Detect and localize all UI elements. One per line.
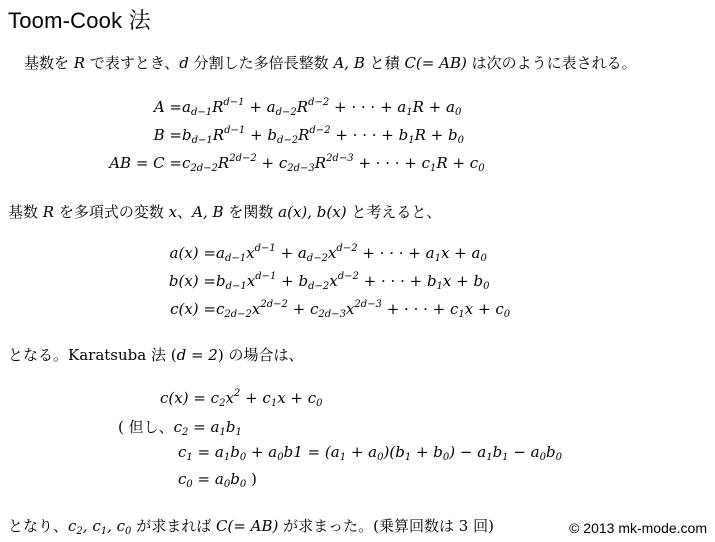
eq2-rhs-b: $b_{d-1}x^{d-1} + b_{d-2}x^{d-2}$ + · · · + $b_1x + b_0$ <box>216 271 490 292</box>
eq1-lhs-B: B = <box>153 126 182 144</box>
karatsuba-c1: $c_1 = a_1b_0 + a_0b1 = (a_1 + a_0)(b_1 + b_0) - a_1b_1 - a_0b_0$ <box>178 443 562 463</box>
intro-text-4: と積 <box>369 54 400 72</box>
eq2-lhs-c: c(x) = <box>170 300 216 318</box>
concl-expr-C: C(= AB) <box>216 517 279 535</box>
p3-text-2: ) の場合は、 <box>217 346 304 364</box>
p2-text-3: 、 <box>177 203 193 221</box>
eq1-lhs-A: A = <box>153 98 182 116</box>
karatsuba-c0-line <box>178 470 257 488</box>
paren-open: ( 但し、 <box>118 418 174 436</box>
concl-vars: $c_2$, $c_1$, $c_0$ <box>68 517 132 537</box>
eq2-rhs-c: $c_{2d-2}x^{2d-2} + c_{2d-3}x^{2d-3}$ + · · · + $c_1x + c_0$ <box>216 299 511 320</box>
eq2-lhs-b: b(x) = <box>168 272 216 290</box>
intro-vars-AB: A, B <box>333 54 365 72</box>
p2-text-1: 基数 <box>8 203 39 221</box>
p2-text-2: を多項式の変数 <box>58 203 164 221</box>
eq2-lhs-a: a(x) = <box>169 244 216 262</box>
p2-text-5: と考えると、 <box>351 203 442 221</box>
paren-close: ) <box>246 470 257 488</box>
eq2-rhs-a: $a_{d-1}x^{d-1} + a_{d-2}x^{d-2}$ + · · · + $a_1x + a_0$ <box>216 243 487 264</box>
karatsuba-c2: $c_2 = a_1b_1$ <box>173 418 242 438</box>
page-title: Toom-Cook 法 <box>8 8 151 33</box>
paragraph-2 <box>8 201 441 222</box>
concl-text-3: が求まった。(乗算回数は 3 回) <box>283 517 494 535</box>
eq1-lhs-C: AB = C = <box>109 154 182 172</box>
intro-text-5: は次のように表される。 <box>471 54 637 72</box>
p2-text-4: を関数 <box>228 203 274 221</box>
p2-var-x: x <box>168 203 178 221</box>
p3-condition: d = 2 <box>176 346 218 364</box>
intro-text-1: 基数を <box>24 54 70 72</box>
p2-vars-AB: A, B <box>192 203 224 221</box>
eq1-rhs-B: $b_{d-1}R^{d-1} + b_{d-2}R^{d-2}$ + · · · + $b_1R + b_0$ <box>182 125 464 146</box>
concl-text-2: が求まれば <box>136 517 212 535</box>
intro-expr-C: C(= AB) <box>404 54 467 72</box>
karatsuba-where <box>118 416 242 437</box>
eq1-rhs-A: $a_{d-1}R^{d-1} + a_{d-2}R^{d-2}$ + · · · + $a_1R + a_0$ <box>182 97 462 118</box>
p2-var-R: R <box>42 203 55 221</box>
copyright-notice: © 2013 mk-mode.com <box>569 520 707 536</box>
concl-text-1: となり、 <box>8 517 69 535</box>
conclusion <box>8 515 494 536</box>
p3-text-1: となる。Karatsuba 法 ( <box>8 346 177 364</box>
karatsuba-c0: $c_0 = a_0b_0$ <box>178 470 247 490</box>
intro-text-2: で表すとき、 <box>89 54 180 72</box>
paragraph-3 <box>8 344 303 365</box>
karatsuba-cx: $c(x) = c_2x^2 + c_1x + c_0$ <box>160 388 323 409</box>
eq1-rhs-C: $c_{2d-2}R^{2d-2} + c_{2d-3}R^{2d-3}$ + · · · + $c_1R + c_0$ <box>182 153 485 174</box>
intro-var-d: d <box>179 54 189 72</box>
intro-var-R: R <box>73 54 86 72</box>
intro-text-3: 分割した多倍長整数 <box>193 54 329 72</box>
p2-funcs: a(x), b(x) <box>278 203 347 221</box>
intro-paragraph <box>24 52 637 73</box>
